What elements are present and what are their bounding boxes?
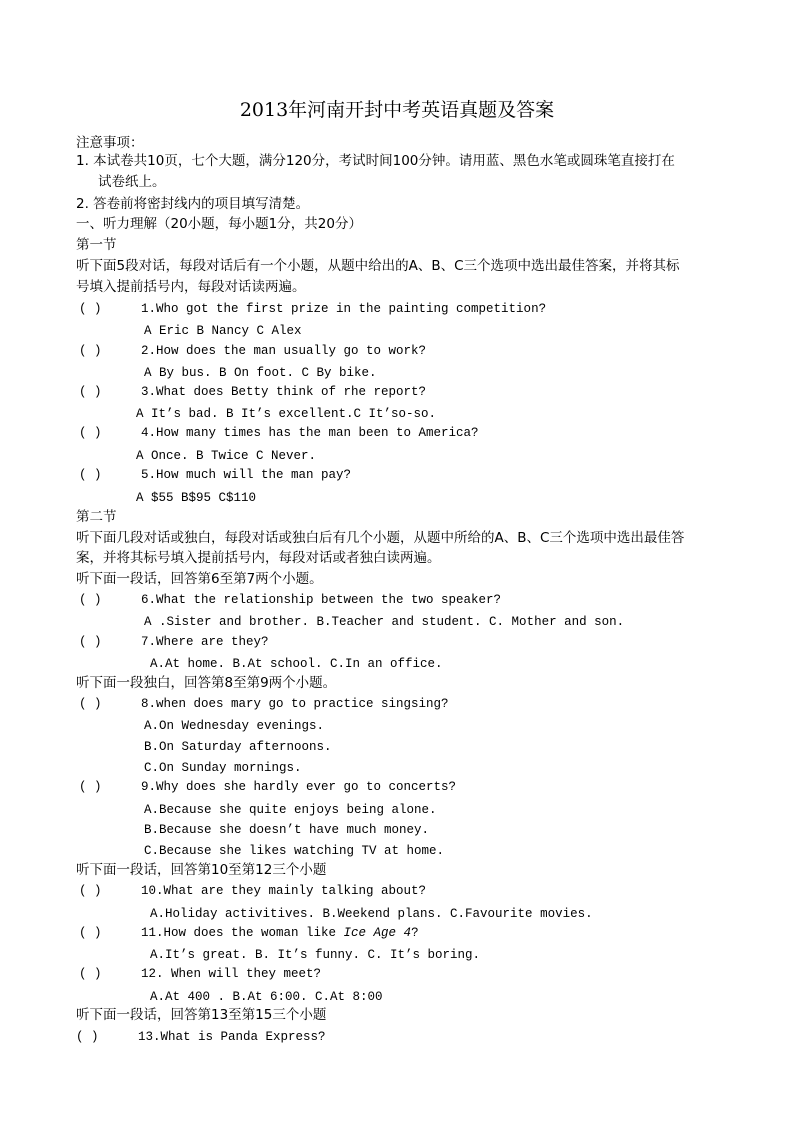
question-8-option-c: C.On Sunday mornings.	[144, 761, 302, 775]
page-title: 2013年河南开封中考英语真题及答案	[239, 99, 555, 121]
answer-blank: ( )	[79, 302, 102, 316]
question-11	[79, 923, 419, 943]
question-5-options: A $55 B$95 C$110	[136, 491, 257, 505]
question-4	[79, 423, 479, 443]
answer-blank: ( )	[76, 1030, 99, 1044]
question-stem: 5.How much will the man pay?	[141, 468, 352, 482]
question-stem: 9.Why does she hardly ever go to concerts?	[141, 780, 457, 794]
answer-blank: ( )	[79, 385, 102, 399]
answer-blank: ( )	[79, 468, 102, 482]
answer-blank: ( )	[79, 884, 102, 898]
question-8-option-a: A.On Wednesday evenings.	[144, 719, 325, 733]
question-stem: 12. When will they meet?	[141, 967, 322, 981]
question-6-options: A .Sister and brother. B.Teacher and student. C. Mother and son.	[144, 615, 625, 629]
question-stem: 1.Who got the first prize in the painting competition?	[141, 302, 547, 316]
question-stem: 7.Where are they?	[141, 635, 269, 649]
question-5	[79, 465, 351, 485]
section1-heading: 第一节	[76, 237, 117, 253]
section1-instructions-cont: 号填入提前括号内，每段对话读两遍。	[76, 279, 306, 295]
answer-blank: ( )	[79, 697, 102, 711]
question-11-options: A.It’s great. B. It’s funny. C. It’s boring.	[150, 948, 481, 962]
question-12	[79, 964, 321, 984]
question-stem: 6.What the relationship between the two speaker?	[141, 593, 502, 607]
question-stem: 10.What are they mainly talking about?	[141, 884, 427, 898]
question-3	[79, 382, 426, 402]
answer-blank: ( )	[79, 344, 102, 358]
group-10-12-heading: 听下面一段话，回答第10至第12三个小题	[76, 862, 327, 878]
group-6-7-heading: 听下面一段话，回答第6至第7两个小题。	[76, 571, 323, 587]
question-stem: 3.What does Betty think of rhe report?	[141, 385, 427, 399]
answer-blank: ( )	[79, 593, 102, 607]
answer-blank: ( )	[79, 426, 102, 440]
section1-instructions: 听下面5段对话，每段对话后有一个小题，从题中给出的A、B、C三个选项中选出最佳答案，并将其标	[76, 258, 680, 274]
question-10	[79, 881, 426, 901]
section2-instructions: 听下面几段对话或独白，每段对话或独白后有几个小题，从题中所给的A、B、C三个选项中选出最佳答	[76, 530, 685, 546]
section2-instructions-cont: 案，并将其标号填入提前括号内，每段对话或者独白读两遍。	[76, 550, 441, 566]
question-8	[79, 694, 449, 714]
group-8-9-heading: 听下面一段独白，回答第8至第9两个小题。	[76, 675, 337, 691]
question-12-options: A.At 400 . B.At 6:00. C.At 8:00	[150, 990, 383, 1004]
group-13-15-heading: 听下面一段话，回答第13至第15三个小题	[76, 1007, 327, 1023]
question-stem: 2.How does the man usually go to work?	[141, 344, 427, 358]
section2-heading: 第二节	[76, 509, 117, 525]
question-9-option-c: C.Because she likes watching TV at home.	[144, 844, 445, 858]
answer-blank: ( )	[79, 926, 102, 940]
question-1-options: A Eric B Nancy C Alex	[144, 324, 302, 338]
notice-heading: 注意事项：	[76, 135, 144, 151]
question-9-option-a: A.Because she quite enjoys being alone.	[144, 803, 437, 817]
question-6	[79, 590, 501, 610]
question-13	[76, 1027, 326, 1047]
question-1	[79, 299, 546, 319]
movie-title: Ice Age 4	[343, 926, 412, 940]
question-stem: 11.How does the woman like	[141, 926, 344, 940]
question-stem-end: ?	[411, 926, 419, 940]
question-stem: 8.when does mary go to practice singsing?	[141, 697, 449, 711]
question-3-options: A It’s bad. B It’s excellent.C It’so-so.	[136, 407, 437, 421]
question-2-options: A By bus. B On foot. C By bike.	[144, 366, 377, 380]
notice-item-1-cont: 试卷纸上。	[98, 174, 166, 190]
answer-blank: ( )	[79, 780, 102, 794]
question-7	[79, 632, 269, 652]
question-4-options: A Once. B Twice C Never.	[136, 449, 317, 463]
notice-item-2: 2. 答卷前将密封线内的项目填写清楚。	[76, 196, 310, 212]
answer-blank: ( )	[79, 967, 102, 981]
question-10-options: A.Holiday activitives. B.Weekend plans. C.Favourite movies.	[150, 907, 593, 921]
question-7-options: A.At home. B.At school. C.In an office.	[150, 657, 443, 671]
part1-heading: 一、听力理解（20小题，每小题1分，共20分）	[76, 216, 362, 232]
question-9	[79, 777, 456, 797]
notice-item-1: 1. 本试卷共10页，七个大题，满分120分，考试时间100分钟。请用蓝、黑色水笔或圆珠笔直接打在	[76, 153, 675, 169]
question-stem: 13.What is Panda Express?	[138, 1030, 326, 1044]
question-8-option-b: B.On Saturday afternoons.	[144, 740, 332, 754]
answer-blank: ( )	[79, 635, 102, 649]
question-2	[79, 341, 426, 361]
question-stem: 4.How many times has the man been to America?	[141, 426, 479, 440]
question-9-option-b: B.Because she doesn’t have much money.	[144, 823, 430, 837]
